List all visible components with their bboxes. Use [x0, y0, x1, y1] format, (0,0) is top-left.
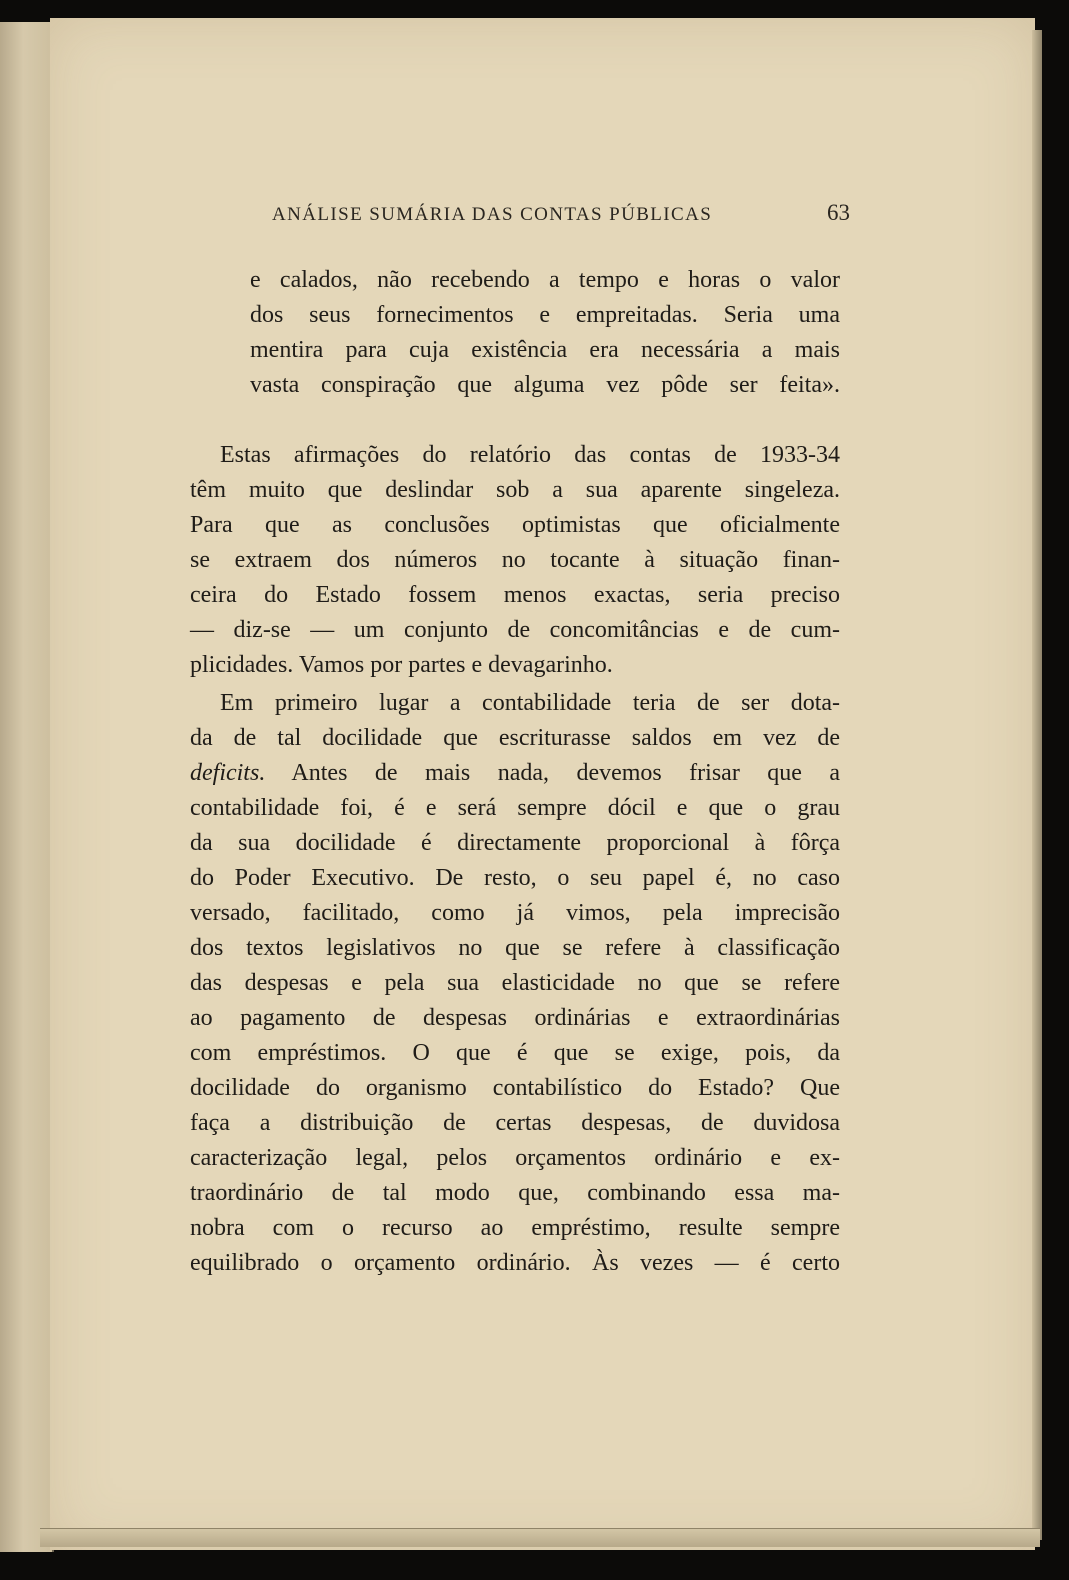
italic-word: deficits. [190, 760, 266, 786]
running-header [272, 200, 850, 226]
text-line: do Poder Executivo. De resto, o seu papel é, no caso [190, 865, 840, 891]
text-line: dos textos legislativos no que se refere à classificação [190, 935, 840, 961]
text-line: das despesas e pela sua elasticidade no que se refere [190, 970, 840, 996]
line-remainder: Antes de mais nada, devemos frisar que a [265, 760, 840, 786]
text-line: Para que as conclusões optimistas que oficialmente [190, 512, 840, 538]
text-line: ceira do Estado fossem menos exactas, seria preciso [190, 582, 840, 608]
text-line: se extraem dos números no tocante à situação finan- [190, 547, 840, 573]
text-line: da de tal docilidade que escriturasse saldos em vez de [190, 725, 840, 751]
page-number: 63 [827, 200, 850, 225]
text-line: vasta conspiração que alguma vez pôde ser feita». [250, 372, 840, 398]
text-line: Estas afirmações do relatório das contas de 1933-34 [220, 442, 840, 468]
text-line: docilidade do organismo contabilístico do Estado? Que [190, 1075, 840, 1101]
text-line: e calados, não recebendo a tempo e horas o valor [250, 267, 840, 293]
text-line: nobra com o recurso ao empréstimo, resulte sempre [190, 1215, 840, 1241]
text-line: caracterização legal, pelos orçamentos ordinário e ex- [190, 1145, 840, 1171]
text-line: da sua docilidade é directamente proporcional à fôrça [190, 830, 840, 856]
running-title: ANÁLISE SUMÁRIA DAS CONTAS PÚBLICAS [272, 204, 713, 225]
text-line: mentira para cuja existência era necessária a mais [250, 337, 840, 363]
text-line [190, 756, 840, 791]
text-line: ao pagamento de despesas ordinárias e extraordinárias [190, 1005, 840, 1031]
text-line: contabilidade foi, é e será sempre dócil e que o grau [190, 795, 840, 821]
text-line: dos seus fornecimentos e empreitadas. Seria uma [250, 302, 840, 328]
text-line: têm muito que deslindar sob a sua aparente singeleza. [190, 477, 840, 503]
previous-page-edge [0, 22, 54, 1552]
page-right-edge [1032, 30, 1042, 1540]
text-line: faça a distribuição de certas despesas, de duvidosa [190, 1110, 840, 1136]
text-line: com empréstimos. O que é que se exige, pois, da [190, 1040, 840, 1066]
text-line: traordinário de tal modo que, combinando essa ma- [190, 1180, 840, 1206]
text-line: versado, facilitado, como já vimos, pela imprecisão [190, 900, 840, 926]
page-bottom-edge [40, 1528, 1040, 1547]
text-line: plicidades. Vamos por partes e devagarinho. [190, 652, 613, 678]
text-line: — diz-se — um conjunto de concomitâncias e de cum- [190, 617, 840, 643]
text-line: equilibrado o orçamento ordinário. Às vezes — é certo [190, 1250, 840, 1276]
text-line: Em primeiro lugar a contabilidade teria de ser dota- [220, 690, 840, 716]
